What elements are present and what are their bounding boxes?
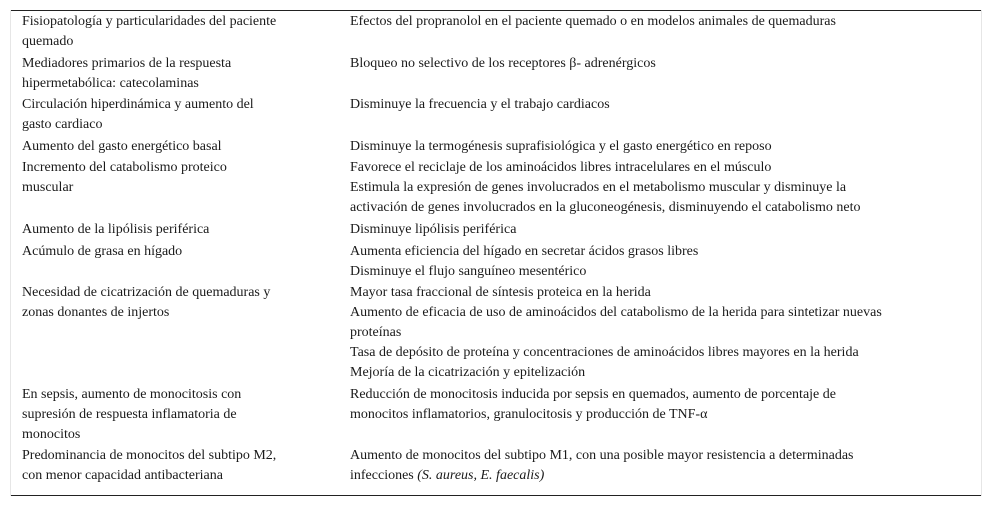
- table-row: [22, 54, 972, 96]
- cell-line: gasto cardiaco: [22, 117, 103, 133]
- row-pathophysiology-cell: [22, 283, 350, 383]
- table-body: [22, 12, 972, 488]
- table-bottom-rule: [11, 495, 981, 496]
- row-pathophysiology-cell: [22, 446, 350, 486]
- cell-line: Mejoría de la cicatrización y epitelización: [350, 365, 586, 381]
- cell-line: hipermetabólica: catecolaminas: [22, 75, 199, 91]
- propranolol-effects-table: [10, 10, 982, 496]
- header-col-pathophysiology: [22, 12, 350, 52]
- cell-line: Favorece el reciclaje de los aminoácidos libres intracelulares en el músculo: [350, 160, 772, 176]
- cell-line: Acúmulo de grasa en hígado: [22, 243, 183, 259]
- cell-line: Disminuye lipólisis periférica: [350, 221, 517, 237]
- table-row: [22, 158, 972, 220]
- cell-line-with-italic: [350, 466, 972, 486]
- cell-line: Circulación hiperdinámica y aumento del: [22, 97, 254, 113]
- cell-line: Incremento del catabolismo proteico: [22, 160, 227, 176]
- cell-line: Aumento de eficacia de uso de aminoácidos del catabolismo de la herida para sintetizar nuevas: [350, 305, 882, 321]
- table-top-rule: [11, 10, 981, 11]
- cell-line: Estimula la expresión de genes involucrados en el metabolismo muscular y disminuye la: [350, 180, 847, 196]
- row-effect-cell: [350, 137, 972, 157]
- cell-line: proteínas: [350, 325, 402, 341]
- header-col2-line: Efectos del propranolol en el paciente quemado o en modelos animales de quemaduras: [350, 14, 836, 29]
- row-effect-cell: [350, 54, 972, 94]
- row-effect-cell: [350, 385, 972, 445]
- cell-line: Aumento de monocitos del subtipo M1, con una posible mayor resistencia a determinadas: [350, 448, 854, 464]
- cell-line: Mediadores primarios de la respuesta: [22, 55, 232, 71]
- cell-line: monocitos: [22, 426, 81, 442]
- cell-line: Tasa de depósito de proteína y concentraciones de aminoácidos libres mayores en la herida: [350, 345, 859, 361]
- row-effect-cell: [350, 446, 972, 486]
- cell-text: infecciones: [350, 468, 414, 484]
- row-pathophysiology-cell: [22, 137, 350, 157]
- table-row: [22, 220, 972, 242]
- header-col-effects: [350, 12, 972, 52]
- header-col1-line: Fisiopatología y particularidades del paciente: [22, 14, 277, 29]
- row-pathophysiology-cell: [22, 220, 350, 240]
- cell-line: Reducción de monocitosis inducida por sepsis en quemados, aumento de porcentaje de: [350, 386, 836, 402]
- header-col1-line: quemado: [22, 34, 74, 49]
- cell-line: Disminuye el flujo sanguíneo mesentérico: [350, 263, 587, 279]
- table-row: [22, 283, 972, 385]
- cell-line: Disminuye la frecuencia y el trabajo cardiacos: [350, 97, 610, 113]
- row-effect-cell: [350, 283, 972, 383]
- row-pathophysiology-cell: [22, 95, 350, 135]
- cell-line: Aumenta eficiencia del hígado en secretar ácidos grasos libres: [350, 243, 699, 259]
- row-effect-cell: [350, 242, 972, 282]
- row-effect-cell: [350, 158, 972, 218]
- table-row: [22, 242, 972, 284]
- cell-line: Predominancia de monocitos del subtipo M2,: [22, 448, 277, 464]
- row-effect-cell: [350, 95, 972, 135]
- cell-line: Bloqueo no selectivo de los receptores β- adrenérgicos: [350, 55, 656, 71]
- bacteria-names-italic: (S. aureus, E. faecalis): [417, 468, 545, 484]
- table-row: [22, 385, 972, 447]
- cell-line: activación de genes involucrados en la gluconeogénesis, disminuyendo el catabolismo neto: [350, 200, 861, 216]
- row-pathophysiology-cell: [22, 242, 350, 282]
- cell-line: Disminuye la termogénesis suprafisiológica y el gasto energético en reposo: [350, 138, 772, 154]
- cell-line: Aumento del gasto energético basal: [22, 138, 222, 154]
- row-pathophysiology-cell: [22, 158, 350, 218]
- cell-line: monocitos inflamatorios, granulocitosis y producción de TNF-α: [350, 406, 708, 422]
- cell-line: zonas donantes de injertos: [22, 305, 170, 321]
- cell-line: En sepsis, aumento de monocitosis con: [22, 386, 242, 402]
- cell-line: Mayor tasa fraccional de síntesis proteica en la herida: [350, 285, 651, 301]
- cell-line: supresión de respuesta inflamatoria de: [22, 406, 237, 422]
- table-row: [22, 95, 972, 137]
- cell-line: con menor capacidad antibacteriana: [22, 468, 223, 484]
- table-row: [22, 446, 972, 488]
- table-row: [22, 137, 972, 159]
- cell-line: Necesidad de cicatrización de quemaduras y: [22, 285, 271, 301]
- row-pathophysiology-cell: [22, 385, 350, 445]
- row-effect-cell: [350, 220, 972, 240]
- cell-line: muscular: [22, 180, 74, 196]
- row-pathophysiology-cell: [22, 54, 350, 94]
- cell-line: Aumento de la lipólisis periférica: [22, 221, 210, 237]
- table-header-row: [22, 12, 972, 54]
